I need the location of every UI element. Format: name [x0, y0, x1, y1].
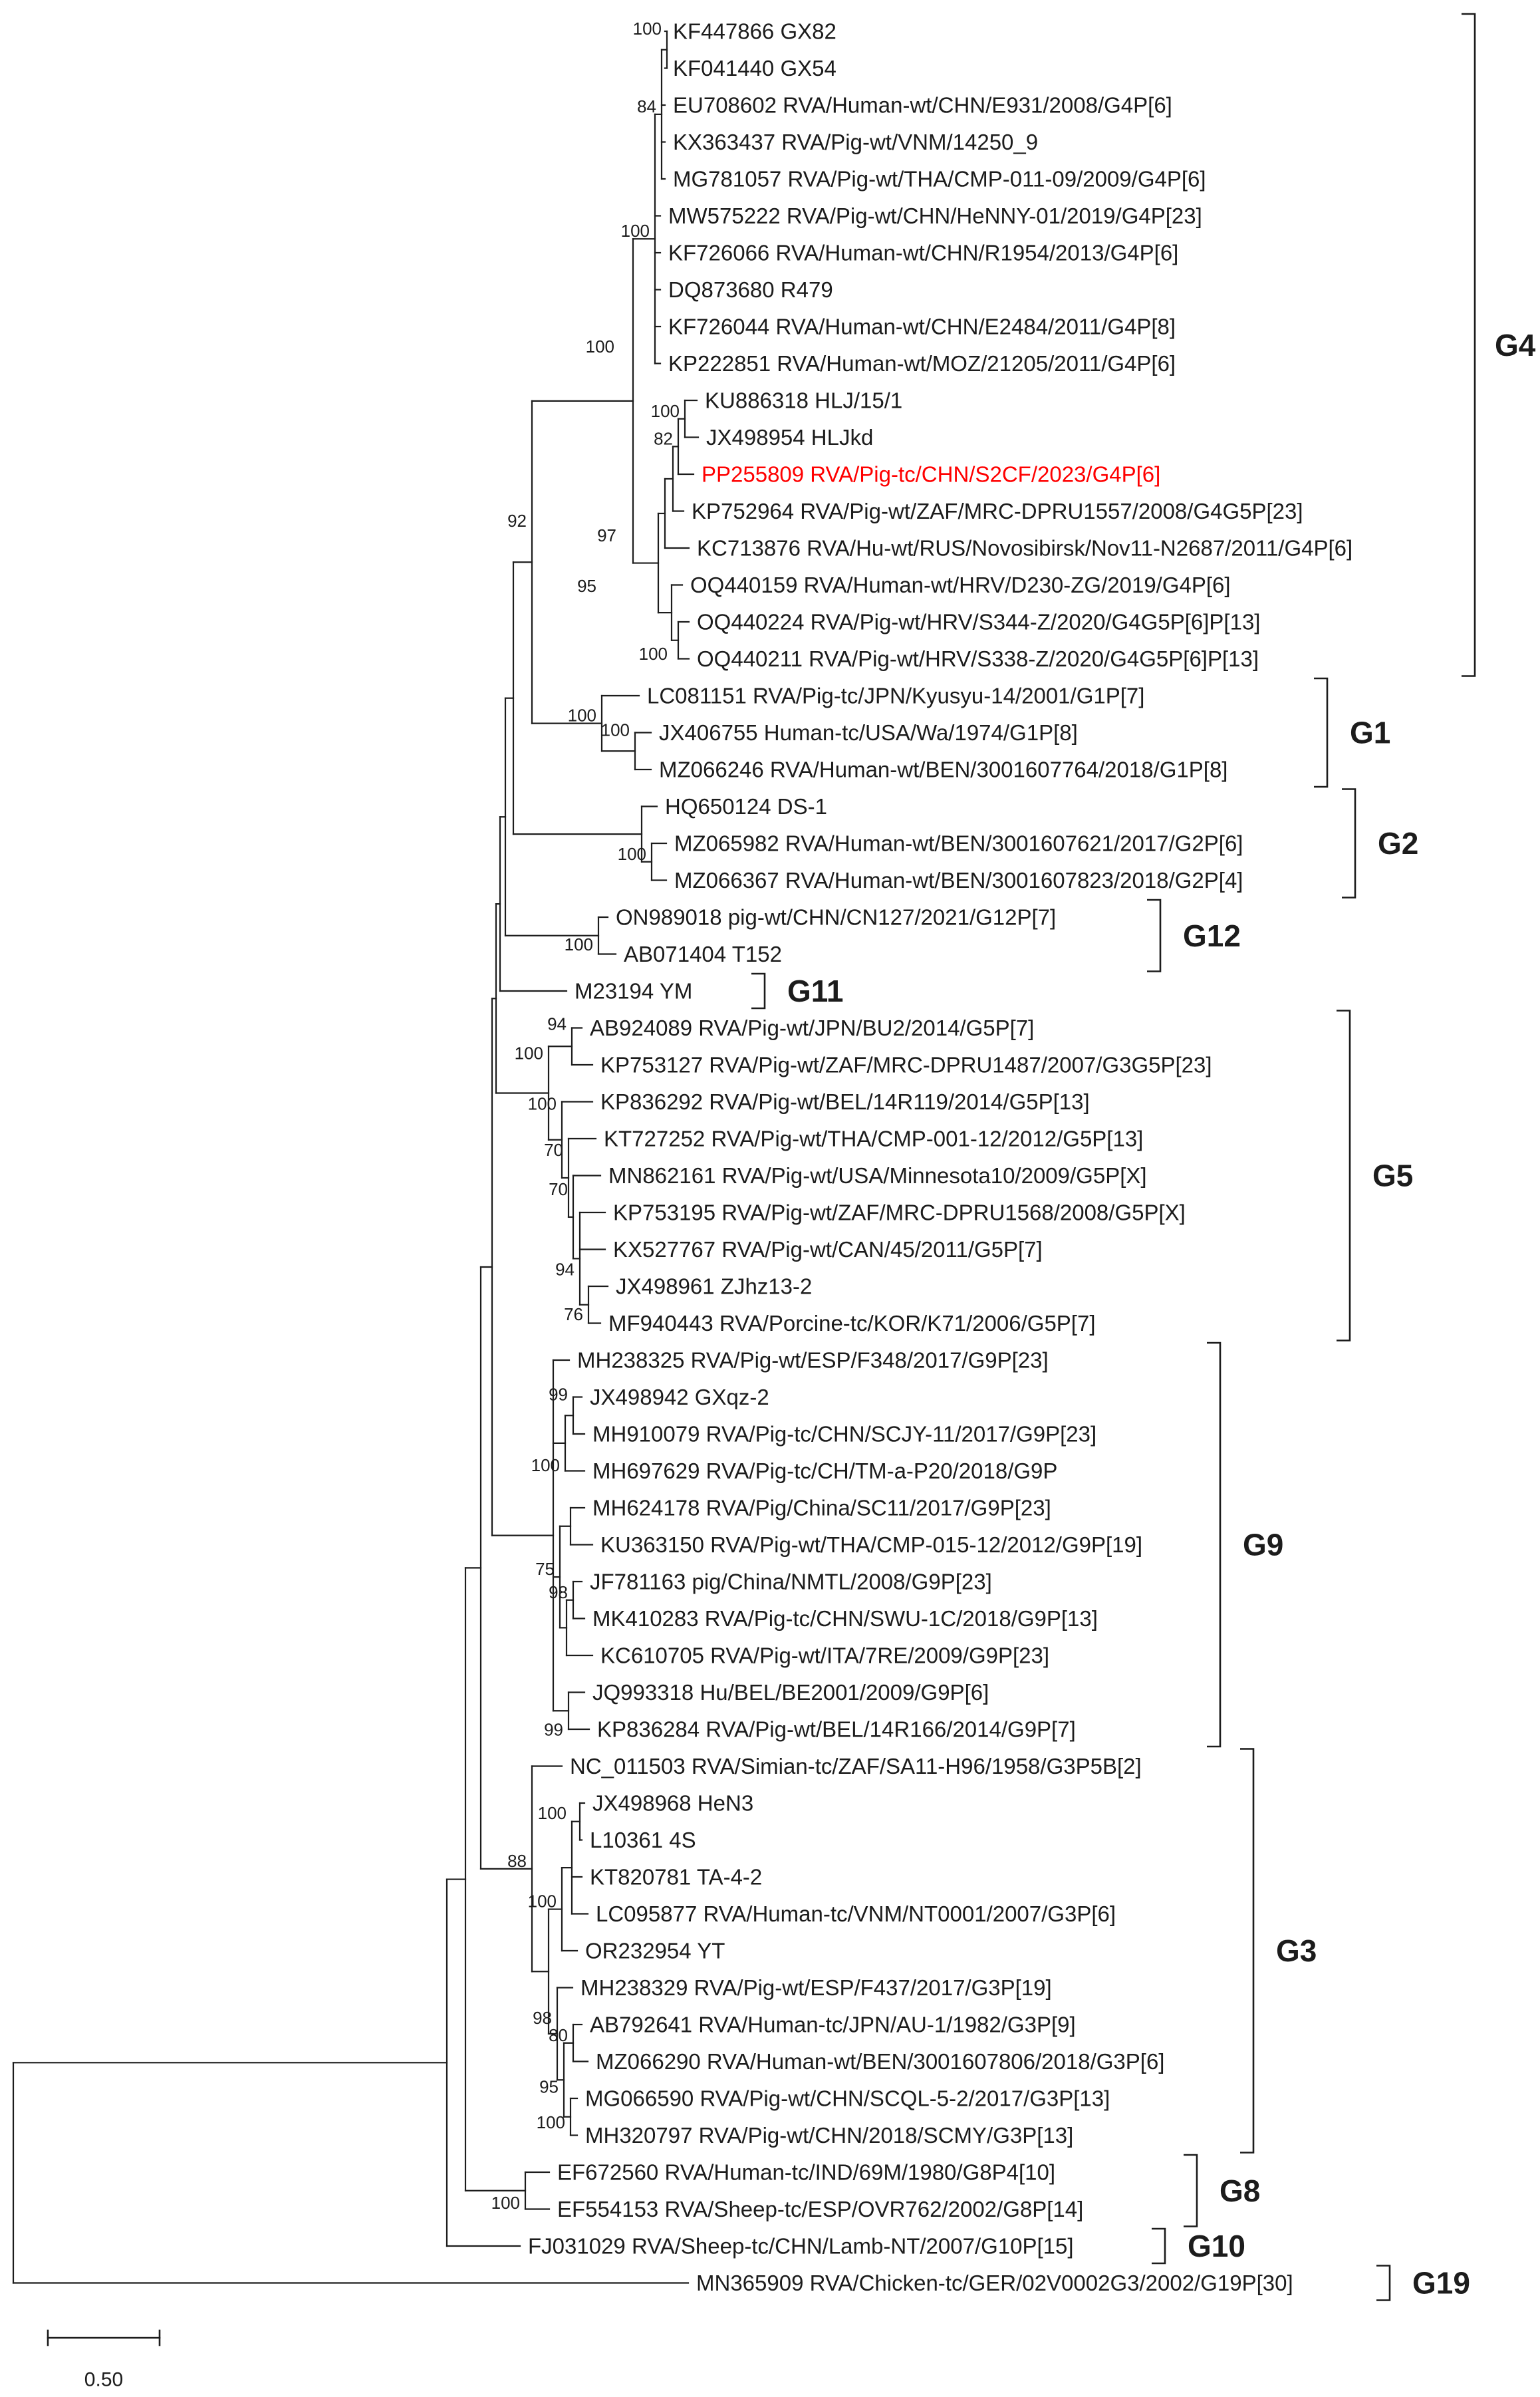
taxon-label: EF672560 RVA/Human-tc/IND/69M/1980/G8P4[10]: [557, 2160, 1056, 2185]
taxon-label: JX498968 HeN3: [592, 1790, 754, 1816]
bootstrap-value: 100: [567, 705, 596, 726]
taxon-label: KP222851 RVA/Human-wt/MOZ/21205/2011/G4P[6]: [668, 351, 1176, 376]
group-label: G9: [1243, 1527, 1284, 1562]
bootstrap-value: 75: [535, 1559, 555, 1580]
bootstrap-value: 94: [547, 1014, 567, 1034]
taxon-label: MK410283 RVA/Pig-tc/CHN/SWU-1C/2018/G9P[13]: [592, 1606, 1098, 1631]
group-bracket: [1240, 1749, 1253, 2153]
taxon-label: OQ440159 RVA/Human-wt/HRV/D230-ZG/2019/G4P[6]: [690, 573, 1231, 597]
bootstrap-value: 100: [527, 1891, 557, 1911]
taxon-label: JQ993318 Hu/BEL/BE2001/2009/G9P[6]: [592, 1680, 989, 1705]
taxon-label: MN862161 RVA/Pig-wt/USA/Minnesota10/2009/G5P[X]: [608, 1163, 1147, 1188]
taxon-label: KP752964 RVA/Pig-wt/ZAF/MRC-DPRU1557/2008/G4G5P[23]: [692, 499, 1303, 523]
taxon-label: MG781057 RVA/Pig-wt/THA/CMP-011-09/2009/G4P[6]: [673, 166, 1206, 192]
taxon-label: OQ440224 RVA/Pig-wt/HRV/S344-Z/2020/G4G5P[6]P[13]: [697, 609, 1261, 634]
taxon-label: MN365909 RVA/Chicken-tc/GER/02V0002G3/2002/G19P[30]: [696, 2271, 1293, 2295]
taxon-label: KC610705 RVA/Pig-wt/ITA/7RE/2009/G9P[23]: [600, 1643, 1050, 1668]
group-label: G2: [1378, 826, 1419, 861]
bootstrap-value: 100: [536, 2112, 565, 2132]
taxon-label: KT820781 TA-4-2: [590, 1864, 763, 1890]
taxon-label: PP255809 RVA/Pig-tc/CHN/S2CF/2023/G4P[6]: [702, 462, 1161, 487]
taxon-label: MZ066246 RVA/Human-wt/BEN/3001607764/2018/G1P[8]: [659, 757, 1228, 782]
bootstrap-value: 98: [549, 1582, 568, 1602]
bootstrap-value: 100: [491, 2192, 520, 2213]
taxon-label: EF554153 RVA/Sheep-tc/ESP/OVR762/2002/G8P[14]: [557, 2197, 1084, 2221]
taxon-label: KX363437 RVA/Pig-wt/VNM/14250_9: [673, 130, 1039, 154]
bootstrap-value: 92: [507, 511, 527, 531]
taxon-label: JX498954 HLJkd: [706, 425, 874, 450]
taxon-label: MZ065982 RVA/Human-wt/BEN/3001607621/2017/G2P[6]: [674, 831, 1243, 856]
group-label: G1: [1350, 715, 1391, 750]
group-bracket: [1462, 14, 1475, 676]
bootstrap-value: 100: [585, 336, 614, 356]
taxon-label: EU708602 RVA/Human-wt/CHN/E931/2008/G4P[6]: [673, 92, 1172, 118]
taxon-label: MZ066290 RVA/Human-wt/BEN/3001607806/2018/G3P[6]: [596, 2049, 1165, 2074]
group-label: G12: [1183, 918, 1241, 953]
taxon-label: JF781163 pig/China/NMTL/2008/G9P[23]: [590, 1569, 992, 1594]
taxon-label: MH320797 RVA/Pig-wt/CHN/2018/SCMY/G3P[13]: [585, 2123, 1074, 2148]
bootstrap-value: 84: [637, 96, 656, 116]
taxon-label: HQ650124 DS-1: [665, 794, 827, 819]
taxon-label: KC713876 RVA/Hu-wt/RUS/Novosibirsk/Nov11-N2687/2011/G4P[6]: [697, 535, 1353, 561]
taxon-label: KP753195 RVA/Pig-wt/ZAF/MRC-DPRU1568/2008/G5P[X]: [613, 1200, 1186, 1225]
taxon-label: MF940443 RVA/Porcine-tc/KOR/K71/2006/G5P[7]: [608, 1311, 1096, 1336]
group-label: G10: [1188, 2229, 1245, 2263]
taxon-label: DQ873680 R479: [668, 277, 833, 302]
group-bracket: [1152, 2229, 1165, 2263]
group-label: G19: [1412, 2265, 1470, 2301]
taxon-label: KU886318 HLJ/15/1: [705, 388, 903, 413]
taxon-label: JX498961 ZJhz13-2: [616, 1274, 813, 1299]
taxon-label: KP753127 RVA/Pig-wt/ZAF/MRC-DPRU1487/2007/G3G5P[23]: [600, 1052, 1212, 1077]
bootstrap-value: 100: [638, 643, 668, 664]
group-bracket: [1337, 1011, 1350, 1341]
bootstrap-value: 98: [533, 2007, 552, 2028]
taxon-label: AB792641 RVA/Human-tc/JPN/AU-1/1982/G3P[9]: [590, 2012, 1076, 2037]
bootstrap-value: 100: [564, 934, 593, 954]
taxon-label: OR232954 YT: [585, 1938, 725, 1963]
taxon-label: KU363150 RVA/Pig-wt/THA/CMP-015-12/2012/G9P[19]: [600, 1532, 1143, 1557]
taxon-label: KF726066 RVA/Human-wt/CHN/R1954/2013/G4P[6]: [668, 240, 1179, 265]
group-label: G8: [1219, 2173, 1261, 2208]
bootstrap-value: 100: [650, 400, 680, 421]
bootstrap-value: 99: [549, 1384, 568, 1405]
group-bracket: [1207, 1343, 1220, 1747]
taxon-label: MZ066367 RVA/Human-wt/BEN/3001607823/2018/G2P[4]: [674, 868, 1243, 893]
taxon-label: MG066590 RVA/Pig-wt/CHN/SCQL-5-2/2017/G3P[13]: [585, 2086, 1110, 2111]
taxon-label: MW575222 RVA/Pig-wt/CHN/HeNNY-01/2019/G4P[23]: [668, 204, 1202, 228]
taxon-label: MH910079 RVA/Pig-tc/CHN/SCJY-11/2017/G9P[23]: [592, 1421, 1097, 1447]
group-label: G5: [1372, 1158, 1414, 1193]
group-bracket: [1314, 678, 1327, 787]
taxon-label: FJ031029 RVA/Sheep-tc/CHN/Lamb-NT/2007/G10P[15]: [528, 2233, 1074, 2259]
group-bracket: [1376, 2266, 1390, 2301]
bootstrap-value: 100: [527, 1093, 557, 1114]
taxon-label: KF041440 GX54: [673, 56, 836, 80]
bootstrap-value: 94: [555, 1259, 575, 1280]
bootstrap-value: 100: [531, 1455, 560, 1475]
taxon-label: MH238329 RVA/Pig-wt/ESP/F437/2017/G3P[19]: [580, 1975, 1052, 2000]
group-bracket: [1184, 2155, 1197, 2227]
bootstrap-value: 70: [549, 1179, 568, 1199]
taxon-label: KT727252 RVA/Pig-wt/THA/CMP-001-12/2012/G5P[13]: [604, 1126, 1144, 1151]
taxon-label: MH697629 RVA/Pig-tc/CH/TM-a-P20/2018/G9P: [592, 1459, 1058, 1483]
bootstrap-value: 95: [539, 2076, 559, 2097]
scale-bar-label: 0.50: [84, 2368, 124, 2391]
taxon-label: L10361 4S: [590, 1828, 696, 1852]
bootstrap-value: 100: [620, 221, 650, 241]
taxon-label: JX406755 Human-tc/USA/Wa/1974/G1P[8]: [659, 720, 1078, 745]
bootstrap-value: 70: [544, 1139, 563, 1160]
bootstrap-value: 100: [632, 18, 662, 39]
taxon-label: NC_011503 RVA/Simian-tc/ZAF/SA11-H96/1958/G3P5B[2]: [570, 1754, 1142, 1778]
taxon-label: KP836292 RVA/Pig-wt/BEL/14R119/2014/G5P[13]: [600, 1089, 1090, 1114]
taxon-label: JX498942 GXqz-2: [590, 1385, 769, 1409]
bootstrap-value: 80: [549, 2025, 568, 2045]
bootstrap-value: 99: [544, 1719, 563, 1740]
taxon-label: LC095877 RVA/Human-tc/VNM/NT0001/2007/G3P[6]: [596, 1902, 1116, 1926]
taxon-label: ON989018 pig-wt/CHN/CN127/2021/G12P[7]: [616, 905, 1057, 930]
bootstrap-value: 100: [600, 720, 630, 740]
bootstrap-value: 95: [577, 576, 596, 597]
taxon-label: KX527767 RVA/Pig-wt/CAN/45/2011/G5P[7]: [613, 1237, 1043, 1262]
taxon-label: AB924089 RVA/Pig-wt/JPN/BU2/2014/G5P[7]: [590, 1016, 1035, 1040]
taxon-label: M23194 YM: [575, 978, 693, 1004]
group-label: G3: [1276, 1933, 1317, 1968]
group-bracket: [751, 974, 765, 1008]
taxon-label: LC081151 RVA/Pig-tc/JPN/Kyusyu-14/2001/G1P[7]: [647, 683, 1145, 708]
group-label: G11: [787, 974, 844, 1008]
bootstrap-value: 100: [514, 1043, 543, 1063]
taxon-label: MH238325 RVA/Pig-wt/ESP/F348/2017/G9P[23]: [577, 1347, 1049, 1373]
bootstrap-value: 76: [564, 1304, 583, 1324]
bootstrap-value: 100: [537, 1803, 567, 1824]
taxon-label: MH624178 RVA/Pig/China/SC11/2017/G9P[23]: [592, 1495, 1051, 1520]
taxon-label: AB071404 T152: [624, 942, 782, 966]
taxon-label: KF726044 RVA/Human-wt/CHN/E2484/2011/G4P[8]: [668, 314, 1176, 339]
group-label: G4: [1495, 327, 1536, 362]
bootstrap-value: 82: [654, 428, 673, 449]
group-bracket: [1147, 900, 1160, 972]
bootstrap-value: 88: [507, 1850, 527, 1871]
taxon-label: OQ440211 RVA/Pig-wt/HRV/S338-Z/2020/G4G5P[6]P[13]: [697, 646, 1259, 671]
taxon-label: KF447866 GX82: [673, 19, 836, 44]
group-bracket: [1342, 789, 1355, 898]
taxon-label: KP836284 RVA/Pig-wt/BEL/14R166/2014/G9P[7]: [597, 1717, 1076, 1742]
bootstrap-value: 97: [597, 525, 616, 545]
bootstrap-value: 100: [617, 843, 646, 864]
